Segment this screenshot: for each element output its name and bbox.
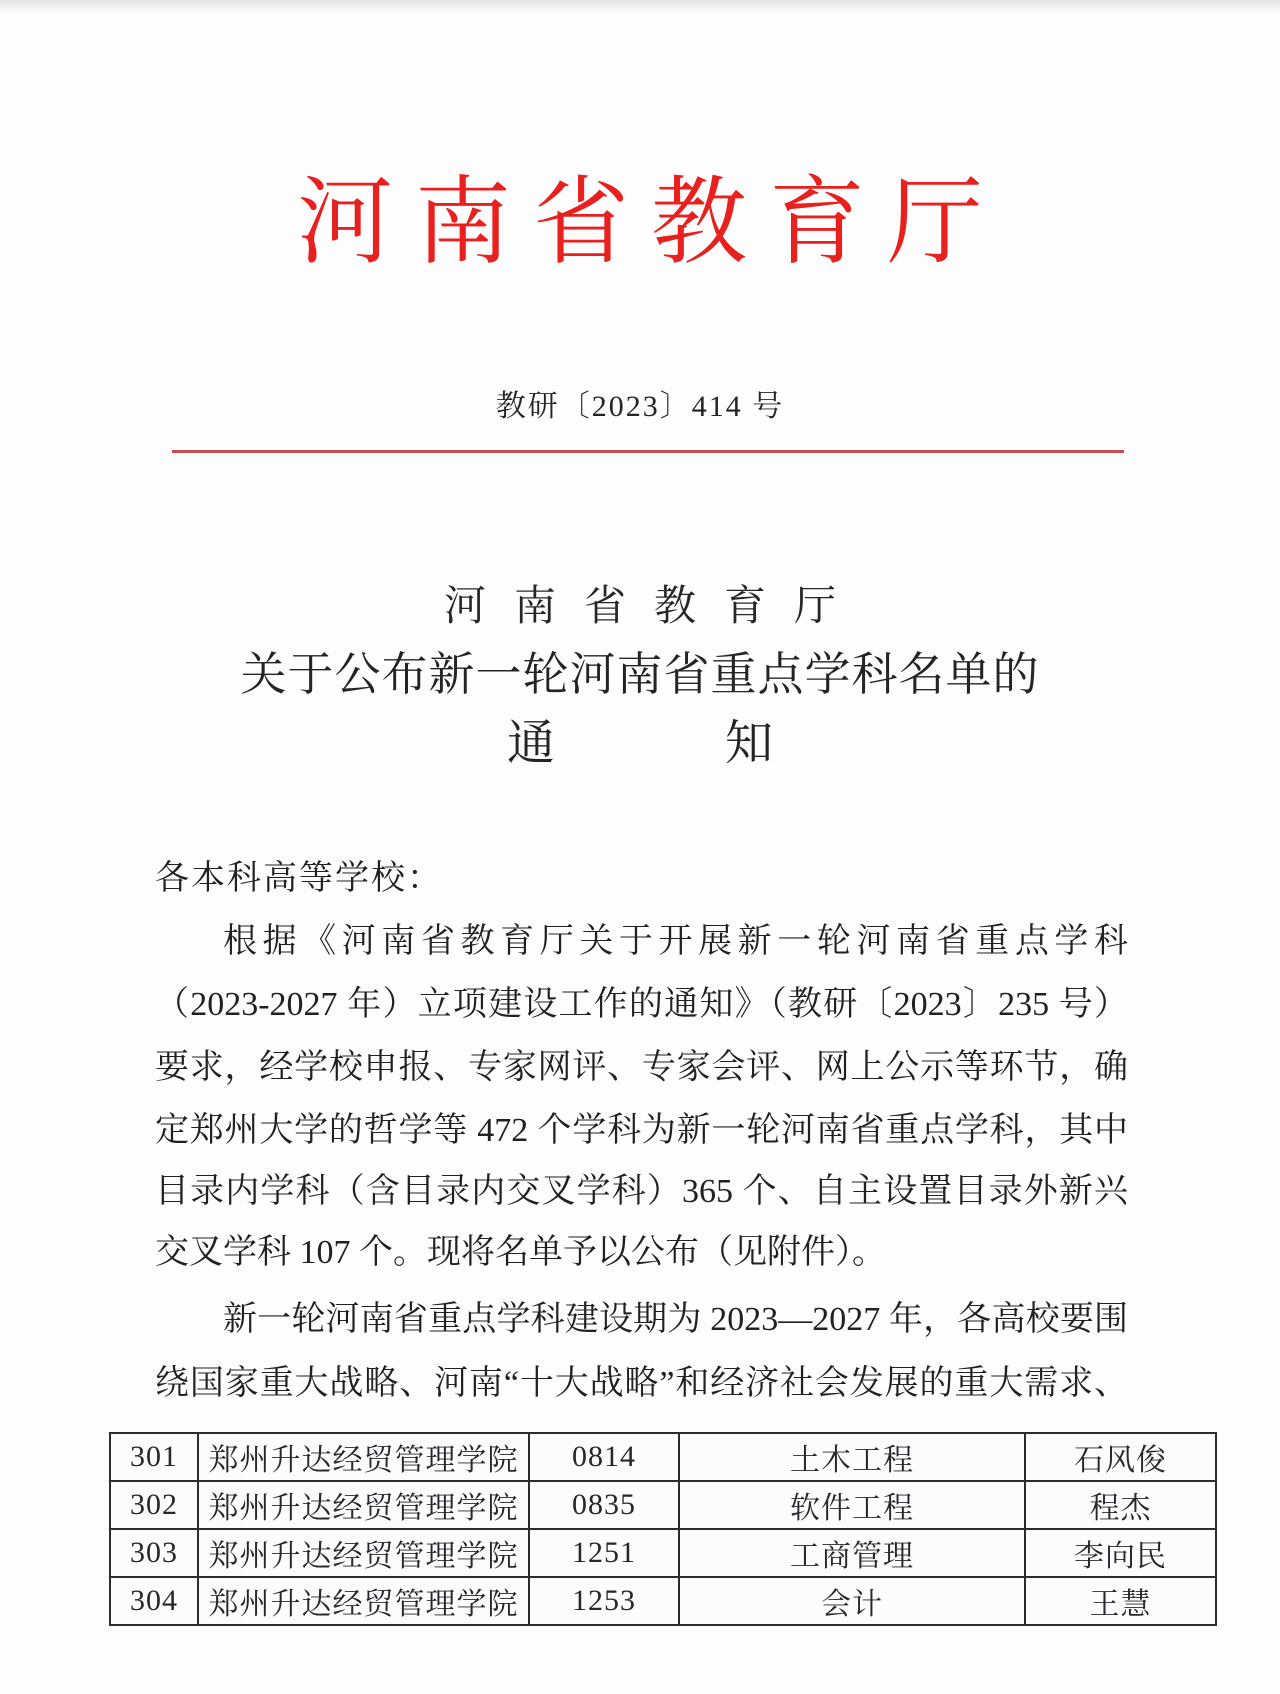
salutation-line: 各本科高等学校： [155,860,443,897]
body-line-5: 目录内学科（含目录内交叉学科）365 个、自主设置目录外新兴 [155,1173,1128,1210]
cell-leader: 李向民 [1025,1529,1216,1577]
body-line-4: 定郑州大学的哲学等 472 个学科为新一轮河南省重点学科，其中 [155,1112,1128,1149]
agency-letterhead-title: 河南省教育厅 [297,169,1005,276]
cell-code: 0814 [529,1433,679,1481]
table-row-302 [110,1481,1216,1529]
body-line-2: （2023-2027 年）立项建设工作的通知》（教研〔2023〕235 号） [155,986,1128,1023]
cell-code: 0835 [529,1481,679,1529]
body-line-8: 绕国家重大战略、河南“十大战略”和经济社会发展的重大需求、 [155,1365,1128,1402]
cell-index: 301 [110,1433,198,1481]
notice-title-agency-line: 河南省教育厅 [443,584,864,630]
cell-leader: 程杰 [1025,1481,1216,1529]
table-row-301 [110,1433,1216,1481]
notice-title-type-line: 通知 [506,717,943,770]
table-row-304 [110,1577,1216,1625]
cell-discipline: 软件工程 [679,1481,1025,1529]
cell-discipline: 会计 [679,1577,1025,1625]
document-number: 教研〔2023〕414 号 [495,390,785,423]
cell-discipline: 工商管理 [679,1529,1025,1577]
cell-school: 郑州升达经贸管理学院 [198,1577,529,1625]
body-line-3: 要求，经学校申报、专家网评、专家会评、网上公示等环节，确 [155,1049,1128,1086]
cell-index: 303 [110,1529,198,1577]
cell-school: 郑州升达经贸管理学院 [198,1529,529,1577]
body-line-6: 交叉学科 107 个。现将名单予以公布（见附件）。 [155,1234,886,1271]
cell-school: 郑州升达经贸管理学院 [198,1481,529,1529]
cell-code: 1253 [529,1577,679,1625]
body-line-1: 根据《河南省教育厅关于开展新一轮河南省重点学科 [223,923,1128,960]
cell-index: 302 [110,1481,198,1529]
cell-index: 304 [110,1577,198,1625]
red-divider-line [172,450,1124,453]
body-line-7: 新一轮河南省重点学科建设期为 2023—2027 年，各高校要围 [223,1301,1128,1338]
cell-code: 1251 [529,1529,679,1577]
table-row-303 [110,1529,1216,1577]
cell-leader: 王慧 [1025,1577,1216,1625]
cell-discipline: 土木工程 [679,1433,1025,1481]
cell-leader: 石风俊 [1025,1433,1216,1481]
notice-title-subject-line: 关于公布新一轮河南省重点学科名单的 [240,649,1040,700]
cell-school: 郑州升达经贸管理学院 [198,1433,529,1481]
key-disciplines-table [109,1432,1217,1626]
